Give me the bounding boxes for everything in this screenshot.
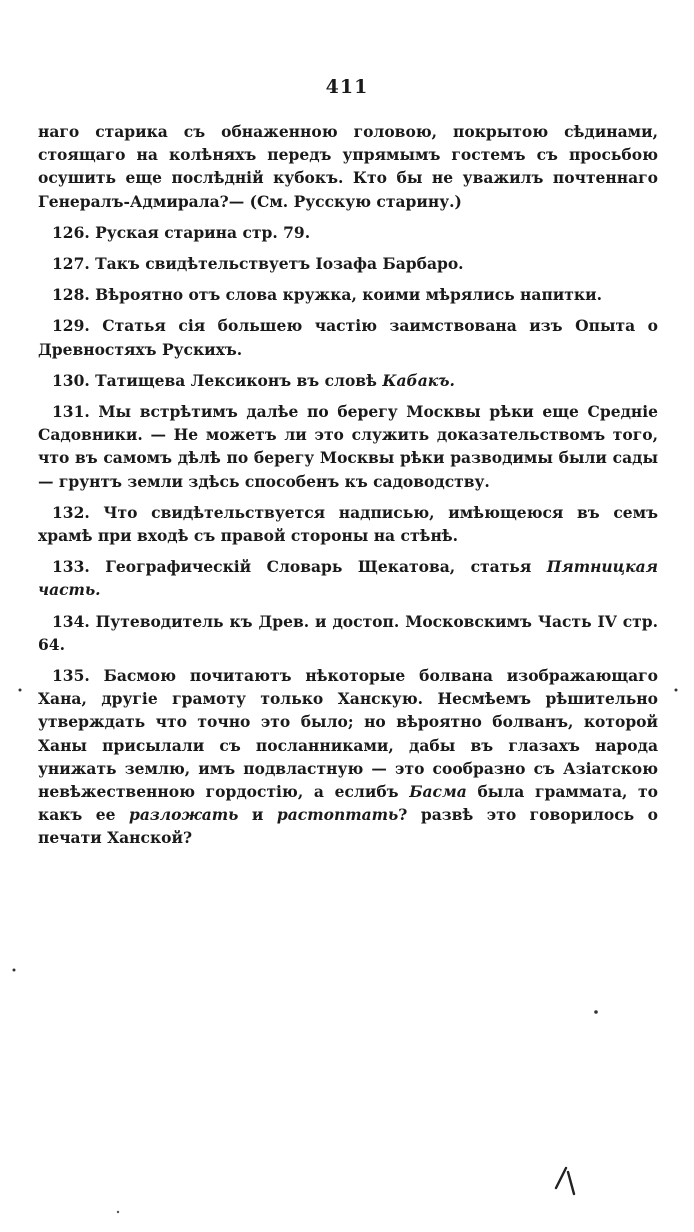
footnote-paragraph: [38, 555, 658, 601]
paragraph-text: 130. Татищева Лексиконъ въ словѣ: [52, 370, 383, 390]
paragraph-text: наго старика съ обнаженною головою, покрытою сѣдинами, стоящаго на колѣняхъ передъ упрямымъ гостемъ съ просьбою осушить еще послѣдній кубокъ. Кто бы не уважилъ почтеннаго Генералъ-Адмирала?— (См. Русскую старину.): [38, 122, 658, 211]
italic-text: Кабакъ.: [382, 370, 455, 390]
footnote-paragraph: [38, 369, 658, 392]
footnote-paragraph: [38, 314, 658, 360]
page-number: 411: [325, 76, 369, 98]
scan-speck: [13, 969, 16, 972]
paragraph-text: 135. Басмою почитаютъ нѣкоторые болвана изображающаго Хана, другіе грамоту только Ханскую. Несмѣемъ рѣшительно утверждать что точно это было; но вѣроятно болванъ, которой Ханы присылали съ посланниками, дабы въ глазахъ народа унижать землю, имъ подвластную — это сообразно съ Азіатскою невѣжественною гордостію, а еслибъ: [38, 666, 658, 802]
paragraph-text: ? развѣ это говорилось о печати Ханской?: [38, 805, 658, 848]
footnote-paragraph: [38, 400, 658, 493]
italic-text: Басма: [409, 782, 467, 802]
scan-speck: [19, 689, 22, 692]
paragraph-text: 132. Что свидѣтельствуется надписью, имѣющеюся въ семъ храмѣ при входѣ съ правой стороны на стѣнѣ.: [38, 502, 658, 546]
italic-text: растоптать: [276, 805, 399, 825]
footnote-paragraph: [38, 664, 658, 850]
continued-paragraph: [38, 120, 658, 213]
scan-speck: [117, 1211, 119, 1213]
paragraph-text: 131. Мы встрѣтимъ далѣе по берегу Москвы рѣки еще Средніе Садовники. — Не можетъ ли это служить доказательствомъ того, что въ самомъ дѣлѣ по берегу Москвы рѣки разводимы были сады — грунтъ земли здѣсь способенъ къ садоводству.: [38, 402, 658, 491]
paragraph-text: и: [238, 805, 277, 825]
paragraph-text: 127. Такъ свидѣтельствуетъ Іозафа Барбаро.: [52, 254, 464, 274]
paragraph-text: 126. Руская старина стр. 79.: [52, 222, 311, 242]
italic-text: Пятницкая часть.: [38, 557, 658, 600]
italic-text: разложать: [129, 805, 239, 825]
scan-mark: [556, 1168, 574, 1194]
paragraph-text: 129. Статья сія большею частію заимствована изъ Опыта о Древностяхъ Руcкихъ.: [38, 316, 658, 359]
footnote-paragraph: [38, 610, 658, 656]
footnote-paragraph: [38, 283, 658, 306]
footnote-paragraph: [38, 501, 658, 547]
footnotes-text: [38, 120, 658, 858]
paragraph-text: 134. Путеводитель къ Древ. и достоп. Московскимъ Часть IV стр. 64.: [38, 611, 658, 654]
scan-speck: [594, 1010, 598, 1014]
scan-speck: [675, 689, 678, 692]
paragraph-text: была граммата, то какъ ее: [38, 782, 658, 825]
footnote-paragraph: [38, 252, 658, 275]
paragraph-text: 128. Вѣроятно отъ слова кружка, коими мѣрялись напитки.: [52, 285, 602, 305]
footnote-paragraph: [38, 221, 658, 244]
paragraph-text: 133. Географическій Словарь Щекатова, статья: [52, 557, 547, 577]
